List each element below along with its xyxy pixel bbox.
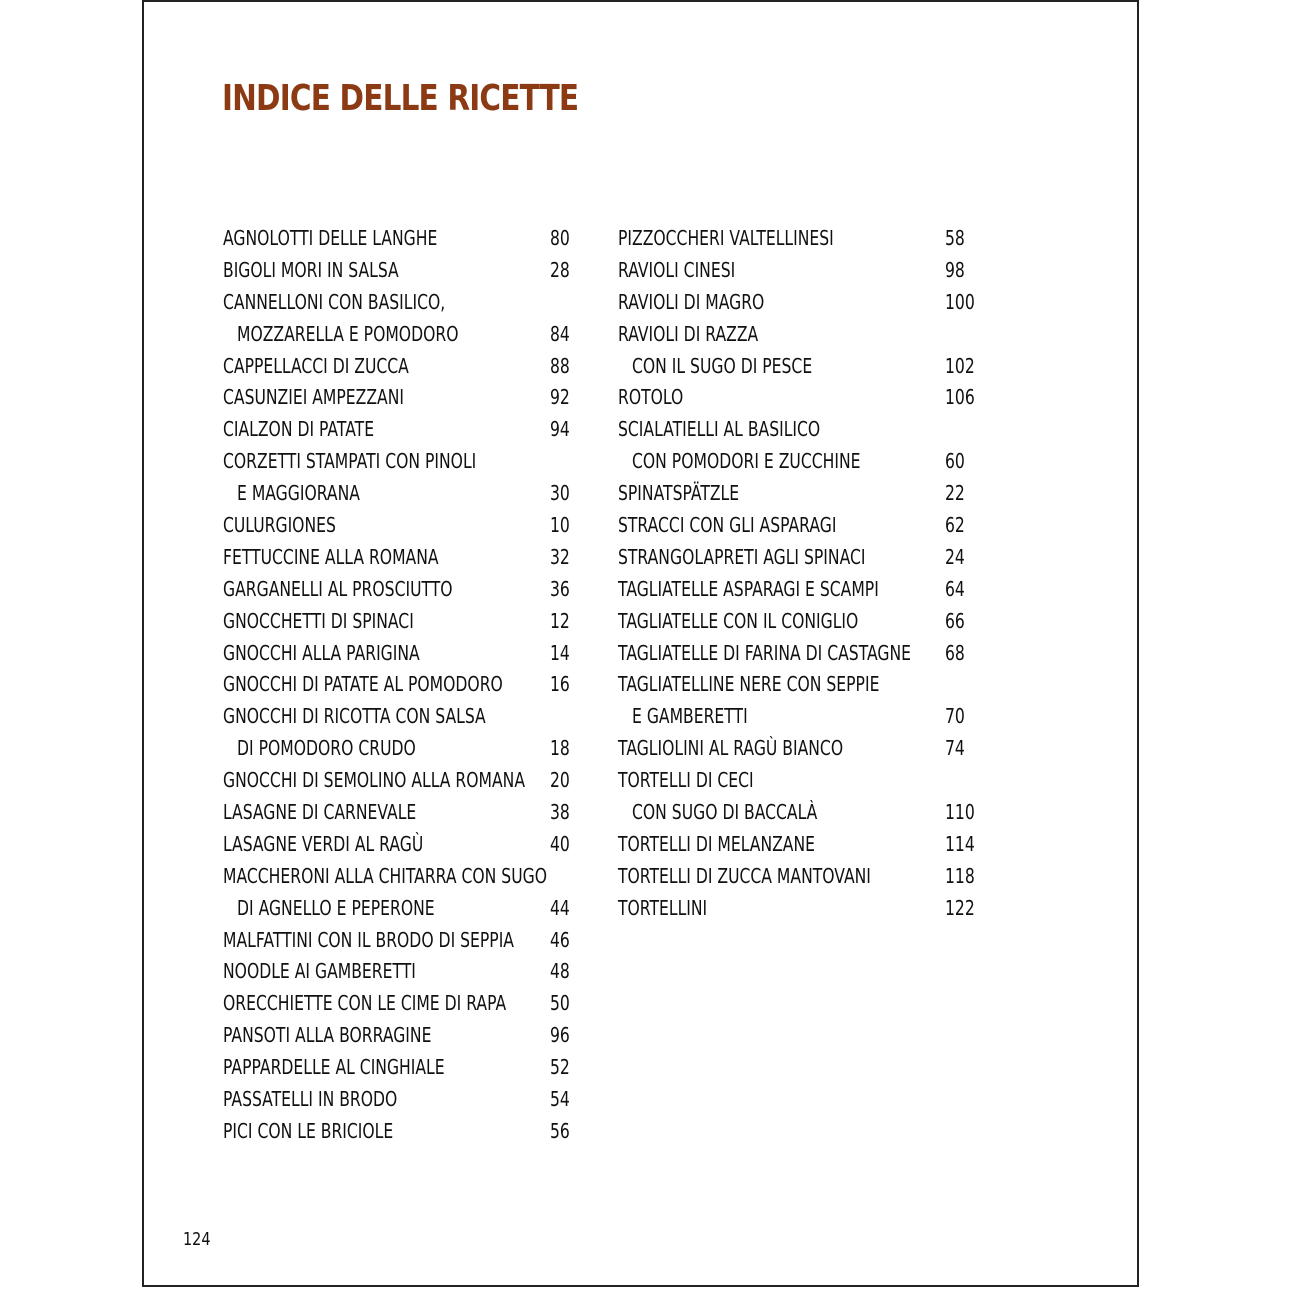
index-row xyxy=(618,573,974,605)
index-row xyxy=(223,381,571,413)
recipe-page-number: 64 xyxy=(945,576,965,601)
recipe-name: GNOCCHI DI SEMOLINO ALLA ROMANA xyxy=(223,768,526,793)
recipe-name: CON SUGO DI BACCALÀ xyxy=(632,800,818,825)
recipe-name: GNOCCHI DI PATATE AL POMODORO xyxy=(223,672,503,697)
index-row xyxy=(618,796,974,828)
index-row xyxy=(618,445,974,477)
recipe-name: TORTELLI DI CECI xyxy=(618,768,754,793)
recipe-name: LASAGNE DI CARNEVALE xyxy=(223,800,417,825)
recipe-name: CORZETTI STAMPATI CON PINOLI xyxy=(223,449,477,474)
recipe-page-number: 92 xyxy=(550,385,570,410)
index-row xyxy=(618,860,974,892)
index-row xyxy=(223,828,571,860)
index-row xyxy=(618,413,974,445)
recipe-page-number: 24 xyxy=(945,544,965,569)
index-row xyxy=(618,700,974,732)
index-row xyxy=(618,541,974,573)
recipe-page-number: 36 xyxy=(550,576,570,601)
recipe-name: PANSOTI ALLA BORRAGINE xyxy=(223,1023,432,1048)
recipe-page-number: 20 xyxy=(550,768,570,793)
index-row xyxy=(223,668,571,700)
index-row xyxy=(223,573,571,605)
recipe-name: CON POMODORI E ZUCCHINE xyxy=(632,449,861,474)
recipe-name: AGNOLOTTI DELLE LANGHE xyxy=(223,226,438,250)
recipe-name: DI POMODORO CRUDO xyxy=(237,736,416,761)
recipe-name: CIALZON DI PATATE xyxy=(223,417,375,442)
recipe-page-number: 46 xyxy=(550,927,570,952)
recipe-name: GARGANELLI AL PROSCIUTTO xyxy=(223,576,453,601)
index-row xyxy=(223,892,571,924)
index-row xyxy=(618,254,974,286)
index-row xyxy=(618,892,974,924)
recipe-name: TAGLIOLINI AL RAGÙ BIANCO xyxy=(618,736,844,761)
recipe-page-number: 56 xyxy=(550,1118,570,1143)
recipe-name: ROTOLO xyxy=(618,385,684,410)
index-row xyxy=(223,413,571,445)
recipe-name: STRANGOLAPRETI AGLI SPINACI xyxy=(618,544,866,569)
recipe-index-column-left xyxy=(223,222,571,1147)
recipe-page-number: 80 xyxy=(550,226,570,250)
index-row xyxy=(223,445,571,477)
index-row xyxy=(618,286,974,318)
recipe-index-column-right xyxy=(618,222,974,924)
index-row xyxy=(618,381,974,413)
index-row xyxy=(618,509,974,541)
recipe-name: NOODLE AI GAMBERETTI xyxy=(223,959,416,984)
index-row xyxy=(223,860,571,892)
recipe-page-number: 84 xyxy=(550,321,570,346)
index-row xyxy=(223,350,571,382)
index-row xyxy=(618,637,974,669)
recipe-page-number: 48 xyxy=(550,959,570,984)
recipe-name: E MAGGIORANA xyxy=(237,481,360,506)
recipe-name: GNOCCHI DI RICOTTA CON SALSA xyxy=(223,704,486,729)
recipe-page-number: 10 xyxy=(550,513,570,538)
index-row xyxy=(618,350,974,382)
recipe-page-number: 66 xyxy=(945,608,965,633)
index-row xyxy=(223,955,571,987)
recipe-name: TAGLIATELLE CON IL CONIGLIO xyxy=(618,608,859,633)
index-row xyxy=(618,605,974,637)
recipe-name: TAGLIATELLINE NERE CON SEPPIE xyxy=(618,672,880,697)
index-row xyxy=(223,509,571,541)
recipe-page-number: 106 xyxy=(945,385,975,410)
recipe-name: TORTELLINI xyxy=(618,895,708,920)
recipe-page-number: 44 xyxy=(550,895,570,920)
recipe-page-number: 40 xyxy=(550,831,570,856)
index-row xyxy=(618,222,974,254)
index-row xyxy=(223,1115,571,1147)
index-row xyxy=(618,318,974,350)
recipe-page-number: 22 xyxy=(945,481,965,506)
recipe-name: LASAGNE VERDI AL RAGÙ xyxy=(223,831,424,856)
recipe-name: GNOCCHI ALLA PARIGINA xyxy=(223,640,420,665)
recipe-page-number: 14 xyxy=(550,640,570,665)
index-row xyxy=(223,541,571,573)
index-row xyxy=(618,828,974,860)
recipe-name: TAGLIATELLE ASPARAGI E SCAMPI xyxy=(618,576,879,601)
recipe-page-number: 102 xyxy=(945,353,975,378)
recipe-page-number: 68 xyxy=(945,640,965,665)
recipe-name: RAVIOLI DI RAZZA xyxy=(618,321,759,346)
index-row xyxy=(223,286,571,318)
recipe-name: STRACCI CON GLI ASPARAGI xyxy=(618,513,837,538)
recipe-page-number: 98 xyxy=(945,257,965,282)
index-row xyxy=(223,796,571,828)
recipe-page-number: 110 xyxy=(945,800,975,825)
recipe-name: RAVIOLI CINESI xyxy=(618,257,736,282)
index-row xyxy=(223,318,571,350)
recipe-page-number: 122 xyxy=(945,895,975,920)
recipe-name: GNOCCHETTI DI SPINACI xyxy=(223,608,414,633)
recipe-page-number: 54 xyxy=(550,1087,570,1112)
index-row xyxy=(618,668,974,700)
index-row xyxy=(223,605,571,637)
recipe-name: CULURGIONES xyxy=(223,513,336,538)
index-row xyxy=(223,732,571,764)
recipe-name: PIZZOCCHERI VALTELLINESI xyxy=(618,226,834,250)
recipe-page-number: 58 xyxy=(945,226,965,250)
page-number: 124 xyxy=(183,1229,211,1250)
recipe-name: PAPPARDELLE AL CINGHIALE xyxy=(223,1055,445,1080)
recipe-name: MACCHERONI ALLA CHITARRA CON SUGO xyxy=(223,863,548,888)
index-row xyxy=(618,732,974,764)
recipe-page-number: 52 xyxy=(550,1055,570,1080)
index-row xyxy=(223,1051,571,1083)
recipe-page-number: 50 xyxy=(550,991,570,1016)
recipe-name: DI AGNELLO E PEPERONE xyxy=(237,895,435,920)
recipe-page-number: 94 xyxy=(550,417,570,442)
index-row xyxy=(223,222,571,254)
recipe-page-number: 114 xyxy=(945,831,975,856)
recipe-name: CAPPELLACCI DI ZUCCA xyxy=(223,353,409,378)
recipe-name: MOZZARELLA E POMODORO xyxy=(237,321,459,346)
recipe-page-number: 28 xyxy=(550,257,570,282)
recipe-page-number: 12 xyxy=(550,608,570,633)
recipe-page-number: 16 xyxy=(550,672,570,697)
recipe-name: BIGOLI MORI IN SALSA xyxy=(223,257,399,282)
recipe-name: SCIALATIELLI AL BASILICO xyxy=(618,417,821,442)
index-row xyxy=(223,987,571,1019)
page-title: INDICE DELLE RICETTE xyxy=(222,78,579,119)
index-row xyxy=(223,637,571,669)
index-row xyxy=(223,700,571,732)
recipe-name: FETTUCCINE ALLA ROMANA xyxy=(223,544,439,569)
recipe-page-number: 88 xyxy=(550,353,570,378)
recipe-name: PASSATELLI IN BRODO xyxy=(223,1087,398,1112)
recipe-page-number: 70 xyxy=(945,704,965,729)
index-row xyxy=(223,254,571,286)
recipe-page-number: 30 xyxy=(550,481,570,506)
recipe-name: MALFATTINI CON IL BRODO DI SEPPIA xyxy=(223,927,514,952)
recipe-name: TORTELLI DI ZUCCA MANTOVANI xyxy=(618,863,871,888)
recipe-name: CON IL SUGO DI PESCE xyxy=(632,353,813,378)
recipe-name: PICI CON LE BRICIOLE xyxy=(223,1118,394,1143)
recipe-page-number: 96 xyxy=(550,1023,570,1048)
recipe-name: E GAMBERETTI xyxy=(632,704,748,729)
recipe-name: RAVIOLI DI MAGRO xyxy=(618,289,765,314)
recipe-name: ORECCHIETTE CON LE CIME DI RAPA xyxy=(223,991,507,1016)
recipe-name: TAGLIATELLE DI FARINA DI CASTAGNE xyxy=(618,640,912,665)
recipe-page-number: 118 xyxy=(945,863,975,888)
index-row xyxy=(223,477,571,509)
recipe-page-number: 32 xyxy=(550,544,570,569)
index-row xyxy=(223,764,571,796)
recipe-page-number: 62 xyxy=(945,513,965,538)
recipe-page-number: 100 xyxy=(945,289,975,314)
index-row xyxy=(618,477,974,509)
recipe-page-number: 18 xyxy=(550,736,570,761)
recipe-name: CASUNZIEI AMPEZZANI xyxy=(223,385,404,410)
index-row xyxy=(618,764,974,796)
index-row xyxy=(223,924,571,956)
recipe-page-number: 60 xyxy=(945,449,965,474)
index-row xyxy=(223,1019,571,1051)
recipe-name: CANNELLONI CON BASILICO, xyxy=(223,289,446,314)
recipe-name: TORTELLI DI MELANZANE xyxy=(618,831,816,856)
index-row xyxy=(223,1083,571,1115)
recipe-page-number: 74 xyxy=(945,736,965,761)
recipe-name: SPINATSPÄTZLE xyxy=(618,481,740,506)
recipe-page-number: 38 xyxy=(550,800,570,825)
